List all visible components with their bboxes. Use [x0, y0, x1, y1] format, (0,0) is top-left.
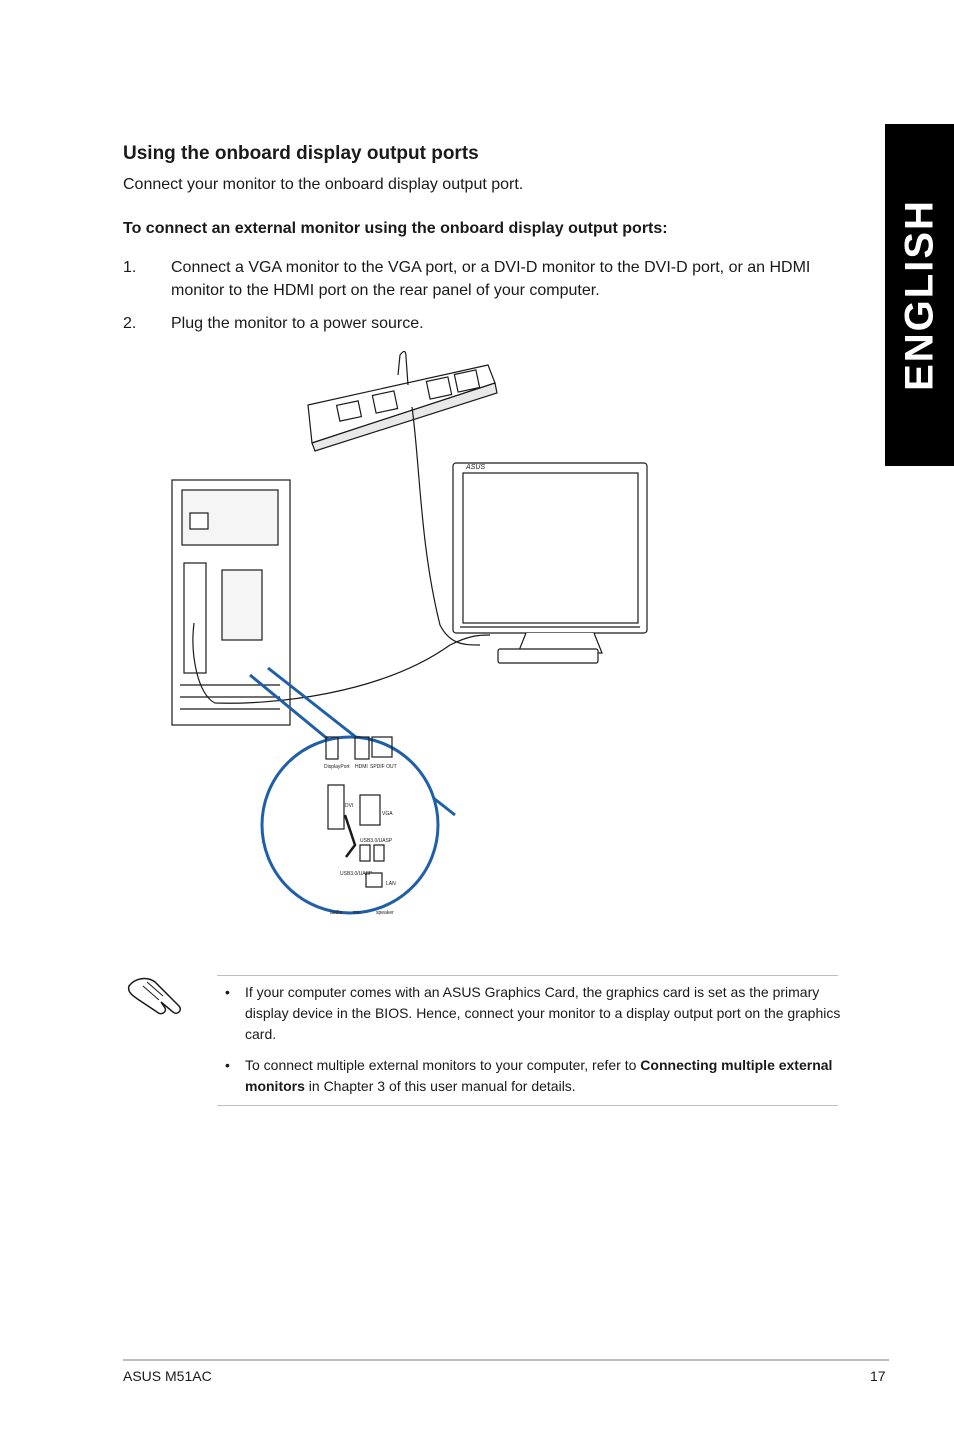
dvi-label: DVI	[345, 803, 354, 809]
monitor	[453, 463, 647, 663]
bullet-text: If your computer comes with an ASUS Graphics Card, the graphics card is set as the primary display device in the BIOS. Hence, connect your monitor to a display output port on the graphics card.	[245, 984, 841, 1042]
language-side-tab-label: ENGLISH	[897, 199, 941, 391]
bullet-text-lead: To connect multiple external monitors to your computer, refer to	[245, 1057, 641, 1073]
bullet-text	[245, 1055, 845, 1097]
monitor-brand: ASUS	[466, 464, 486, 471]
procedure-title: To connect an external monitor using the onboard display output ports:	[123, 220, 668, 237]
displayport-label: DisplayPort	[324, 764, 350, 770]
usb-label: USB3.0/UASP	[360, 838, 393, 844]
audio-label: audio	[330, 910, 343, 916]
spdif-label: SPDIF OUT	[370, 764, 397, 770]
audio-label: speaker	[376, 910, 394, 916]
lan-label: LAN	[386, 881, 396, 887]
section-heading: Using the onboard display output ports	[123, 143, 479, 164]
bullet-dot: •	[225, 1057, 230, 1073]
pc-tower	[172, 480, 290, 725]
language-side-tab	[885, 124, 954, 466]
step-number: 1.	[123, 259, 137, 276]
vga-label: VGA	[382, 811, 393, 817]
hdmi-label: HDMI	[355, 764, 368, 770]
connection-illustration	[150, 345, 670, 935]
section-intro: Connect your monitor to the onboard display output port.	[123, 176, 524, 193]
footer-rule	[123, 1359, 889, 1361]
bullet-dot: •	[225, 984, 230, 1000]
footer-model: ASUS M51AC	[123, 1368, 212, 1384]
step-text: Plug the monitor to a power source.	[171, 315, 424, 332]
step-number: 2.	[123, 315, 137, 332]
pointing-hand-icon	[125, 972, 187, 1022]
power-strip	[308, 365, 497, 451]
note-box	[217, 975, 841, 1106]
bullet-text-tail: in Chapter 3 of this user manual for details.	[304, 1078, 576, 1094]
page-number: 17	[870, 1368, 886, 1384]
usb-label: USB3.0/UASP	[340, 871, 373, 877]
step-text: Connect a VGA monitor to the VGA port, or a DVI-D monitor to the DVI-D port, or an HDMI monitor to the HDMI port on the rear panel of your computer.	[171, 259, 811, 299]
bullet-text-link-title: Connecting multiple external monitors	[245, 1057, 833, 1094]
audio-label: mic	[353, 910, 361, 916]
